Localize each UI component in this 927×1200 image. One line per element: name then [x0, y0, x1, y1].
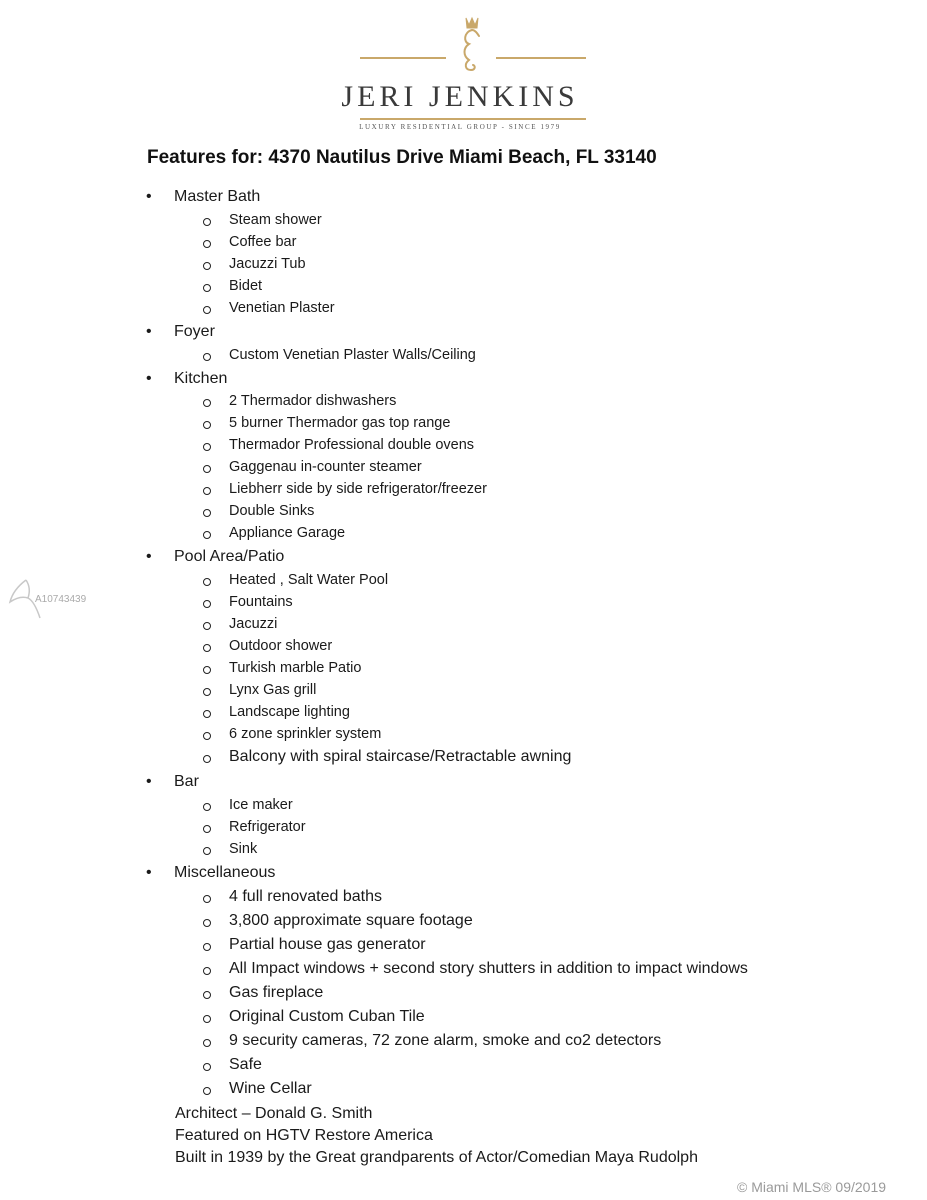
- feature-item: Turkish marble Patio: [229, 660, 362, 676]
- feature-item: Venetian Plaster: [229, 300, 335, 316]
- feature-item: 9 security cameras, 72 zone alarm, smoke and co2 detectors: [229, 1032, 662, 1049]
- feature-item: Balcony with spiral staircase/Retractable awning: [229, 748, 572, 765]
- feature-item: All Impact windows + second story shutters in addition to impact windows: [229, 960, 748, 977]
- feature-item: 3,800 approximate square footage: [229, 912, 473, 929]
- feature-item: 5 burner Thermador gas top range: [229, 415, 451, 431]
- feature-item: 4 full renovated baths: [229, 888, 382, 905]
- feature-item: Safe: [229, 1056, 262, 1073]
- feature-item: Jacuzzi Tub: [229, 256, 306, 272]
- copyright-notice: © Miami MLS® 09/2019: [737, 1179, 887, 1195]
- section-heading: • Miscellaneous: [174, 864, 275, 882]
- feature-item: Jacuzzi: [229, 616, 278, 632]
- feature-item: Bidet: [229, 278, 263, 294]
- seahorse-crown-icon: [300, 12, 620, 132]
- feature-item: Custom Venetian Plaster Walls/Ceiling: [229, 347, 476, 363]
- feature-item: Partial house gas generator: [229, 936, 426, 953]
- feature-item: Refrigerator: [229, 819, 306, 835]
- section-heading: • Bar: [174, 773, 199, 791]
- company-logo: [300, 12, 620, 132]
- feature-item: Outdoor shower: [229, 638, 333, 654]
- feature-item: 6 zone sprinkler system: [229, 726, 382, 742]
- feature-item: Landscape lighting: [229, 704, 350, 720]
- brand-tagline: LUXURY RESIDENTIAL GROUP - SINCE 1979: [359, 123, 561, 131]
- brand-name: JERI JENKINS: [341, 80, 579, 113]
- feature-item: Lynx Gas grill: [229, 682, 317, 698]
- feature-item: Gas fireplace: [229, 984, 324, 1001]
- feature-item: Coffee bar: [229, 234, 297, 250]
- feature-item: Appliance Garage: [229, 525, 346, 541]
- feature-item: Ice maker: [229, 797, 293, 813]
- mls-id: A10743439: [35, 594, 87, 605]
- section-heading: • Kitchen: [174, 370, 227, 388]
- feature-item: Heated , Salt Water Pool: [229, 572, 389, 588]
- feature-item: Liebherr side by side refrigerator/freezer: [229, 481, 487, 497]
- section-heading: • Master Bath: [174, 188, 260, 206]
- feature-item: Fountains: [229, 594, 293, 610]
- page-title: Features for: 4370 Nautilus Drive Miami Beach, FL 33140: [147, 147, 657, 168]
- feature-item: Gaggenau in-counter steamer: [229, 459, 422, 475]
- feature-item: Original Custom Cuban Tile: [229, 1008, 425, 1025]
- footer-line: Architect – Donald G. Smith: [175, 1105, 373, 1122]
- feature-item: Sink: [229, 841, 258, 857]
- section-heading: • Pool Area/Patio: [174, 548, 284, 566]
- feature-item: 2 Thermador dishwashers: [229, 393, 397, 409]
- footer-line: Built in 1939 by the Great grandparents of Actor/Comedian Maya Rudolph: [175, 1149, 698, 1166]
- section-heading: • Foyer: [174, 323, 215, 341]
- footer-line: Featured on HGTV Restore America: [175, 1127, 433, 1144]
- feature-item: Steam shower: [229, 212, 322, 228]
- feature-item: Wine Cellar: [229, 1080, 312, 1097]
- feature-item: Double Sinks: [229, 503, 315, 519]
- feature-item: Thermador Professional double ovens: [229, 437, 475, 453]
